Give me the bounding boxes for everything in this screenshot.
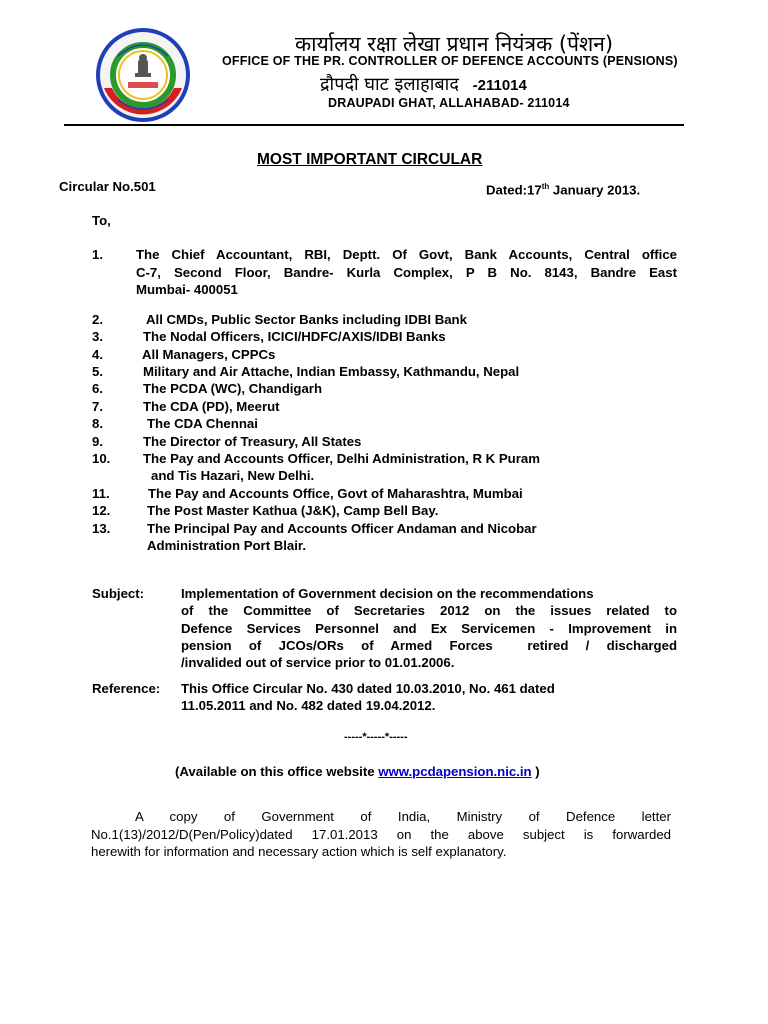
date-prefix: Dated:17 [486, 182, 542, 198]
recipient-line: The Post Master Kathua (J&K), Camp Bell Bay. [147, 503, 439, 518]
subject-line: of the Committee of Secretaries 2012 on the issues related to [181, 603, 677, 618]
recipient-line: The Director of Treasury, All States [143, 434, 362, 449]
header-divider [64, 124, 684, 126]
office-address-english: DRAUPADI GHAT, ALLAHABAD- 211014 [328, 96, 570, 110]
recipient-number: 4. [92, 347, 103, 362]
subject-line: pension of JCOs/ORs of Armed Forces retired / discharged [181, 638, 677, 653]
recipient-line: The Nodal Officers, ICICI/HDFC/AXIS/IDBI Banks [143, 329, 446, 344]
address-hindi-place: द्रौपदी घाट इलाहाबाद [320, 74, 459, 95]
recipient-line: Administration Port Blair. [147, 538, 307, 553]
recipient-number: 13. [92, 521, 111, 536]
recipient-number: 11. [92, 486, 110, 501]
website-link[interactable]: www.pcdapension.nic.in [378, 764, 532, 779]
recipient-line: Military and Air Attache, Indian Embassy, Kathmandu, Nepal [143, 364, 520, 379]
office-address-hindi [320, 72, 527, 96]
recipient-line: Mumbai- 400051 [136, 282, 238, 297]
body-line: herewith for information and necessary action which is self explanatory. [91, 844, 507, 859]
recipient-number: 10. [92, 451, 111, 466]
recipient-number: 5. [92, 364, 103, 379]
recipient-number: 1. [92, 247, 103, 262]
recipient-line: The Principal Pay and Accounts Officer Andaman and Nicobar [147, 521, 537, 536]
recipient-line: C-7, Second Floor, Bandre- Kurla Complex, P B No. 8143, Bandre East [136, 265, 677, 280]
date-superscript: th [541, 182, 550, 191]
separator-line: -----*-----*----- [344, 731, 408, 743]
to-label: To, [92, 213, 111, 228]
reference-line: 11.05.2011 and No. 482 dated 19.04.2012. [181, 698, 436, 713]
subject-line: Defence Services Personnel and Ex Servicemen - Improvement in [181, 621, 677, 636]
date-suffix: January 2013. [549, 182, 641, 198]
body-paragraph [91, 808, 671, 861]
recipient-line: All Managers, CPPCs [142, 347, 276, 362]
subject-line: Implementation of Government decision on the recommendations [181, 586, 594, 601]
website-note-prefix: (Available on this office website [175, 764, 379, 779]
recipient-number: 12. [92, 503, 111, 518]
body-line: A copy of Government of India, Ministry of Defence letter [135, 809, 671, 824]
recipient-line: All CMDs, Public Sector Banks including IDBI Bank [146, 312, 467, 327]
recipient-number: 2. [92, 312, 103, 327]
recipient-line: The Chief Accountant, RBI, Deptt. Of Govt, Bank Accounts, Central office [136, 247, 677, 262]
reference-line: This Office Circular No. 430 dated 10.03.2010, No. 461 dated [181, 681, 555, 696]
circular-heading: MOST IMPORTANT CIRCULAR [257, 151, 483, 168]
reference-label: Reference: [92, 681, 161, 696]
recipient-number: 3. [92, 329, 103, 344]
recipient-line: The CDA (PD), Meerut [143, 399, 280, 414]
website-note-suffix: ) [531, 764, 540, 779]
recipient-number: 7. [92, 399, 103, 414]
circular-number: Circular No.501 [59, 179, 156, 194]
recipient-line: The CDA Chennai [147, 416, 258, 431]
recipient-line: and Tis Hazari, New Delhi. [151, 468, 315, 483]
body-line: No.1(13)/2012/D(Pen/Policy)dated 17.01.2013 on the above subject is forwarded [91, 826, 671, 842]
office-emblem-logo [94, 26, 192, 124]
recipient-line: The Pay and Accounts Office, Govt of Maharashtra, Mumbai [148, 486, 523, 501]
recipient-number: 8. [92, 416, 103, 431]
website-note [175, 763, 540, 781]
subject-label: Subject: [92, 586, 145, 601]
address-hindi-pin: -211014 [472, 77, 527, 94]
recipient-number: 9. [92, 434, 103, 449]
office-title-hindi: कार्यालय रक्षा लेखा प्रधान नियंत्रक (पेंशन) [295, 32, 614, 56]
recipient-number: 6. [92, 381, 103, 396]
recipient-line: The PCDA (WC), Chandigarh [143, 381, 322, 396]
circular-date [486, 178, 640, 199]
subject-line: /invalided out of service prior to 01.01.2006. [181, 655, 455, 670]
office-title-english: OFFICE OF THE PR. CONTROLLER OF DEFENCE ACCOUNTS (PENSIONS) [222, 54, 678, 68]
recipient-line: The Pay and Accounts Officer, Delhi Administration, R K Puram [143, 451, 540, 466]
